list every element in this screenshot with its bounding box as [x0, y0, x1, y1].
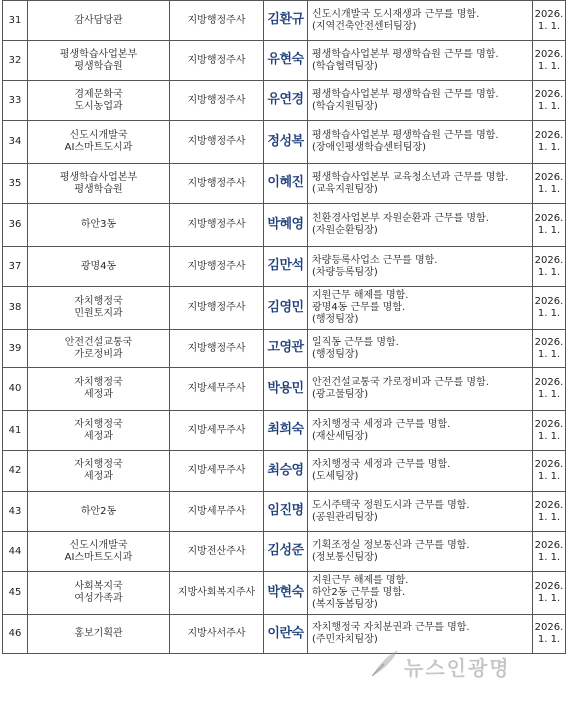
row-number: 34: [3, 121, 28, 164]
row-number: 38: [3, 287, 28, 330]
table-row: [3, 204, 566, 247]
department-line: 자치행정국: [74, 377, 123, 388]
person-name: 임진명: [267, 503, 304, 518]
row-number: 36: [3, 204, 28, 247]
person-name-cell: [264, 204, 308, 247]
assignment-line: 자치행정국 세정과 근무를 명함.: [312, 418, 451, 430]
assignment: [308, 81, 533, 121]
effective-date: 2026. 1. 1.: [533, 532, 566, 572]
department-line: 민원토지과: [74, 308, 123, 319]
person-name-cell: [264, 615, 308, 654]
assignment-line: (차량등록팀장): [312, 266, 378, 278]
assignment-line: (행정팀장): [312, 314, 359, 325]
person-name: 김환규: [267, 12, 304, 27]
assignment-line: 일직동 근무를 명함.: [312, 336, 399, 348]
table-row: [3, 615, 566, 654]
assignment-line: (공원관리팀장): [312, 511, 378, 523]
row-number: 46: [3, 615, 28, 654]
assignment-line: 기획조정실 정보통신과 근무를 명함.: [312, 539, 470, 551]
current-department: [28, 41, 170, 81]
row-number: 35: [3, 164, 28, 204]
table-row: [3, 121, 566, 164]
job-grade: 지방사회복지주사: [170, 572, 264, 615]
department-line: 여성가족과: [74, 593, 123, 604]
job-grade: 지방행정주사: [170, 287, 264, 330]
assignment-line: (학습지원팀장): [312, 100, 378, 112]
row-number: 39: [3, 330, 28, 368]
table-row: [3, 247, 566, 287]
department-line: 자치행정국: [74, 459, 123, 470]
person-name-cell: [264, 330, 308, 368]
department-line: AI스마트도시과: [64, 142, 133, 153]
assignment-line: 광명4동 근무를 명함.: [312, 302, 406, 313]
row-number: 31: [3, 1, 28, 41]
department-line: 세정과: [84, 389, 113, 400]
current-department: [28, 451, 170, 492]
row-number: 41: [3, 411, 28, 451]
person-name: 유현숙: [267, 52, 304, 67]
effective-date: 2026. 1. 1.: [533, 287, 566, 330]
person-name: 유연경: [267, 92, 304, 107]
assignment-line: (정보통신팀장): [312, 551, 378, 563]
assignment: [308, 247, 533, 287]
assignment-line: 평생학습사업본부 교육청소년과 근무를 명함.: [312, 171, 509, 183]
assignment-line: (광고물팀장): [312, 389, 369, 400]
department-line: 평생학습원: [74, 183, 123, 195]
effective-date: 2026. 1. 1.: [533, 572, 566, 615]
assignment-line: (교육지원팀장): [312, 183, 378, 195]
person-name-cell: [264, 247, 308, 287]
assignment-line: (학습협력팀장): [312, 60, 378, 72]
assignment-line: (장애인평생학습센터팀장): [312, 142, 427, 153]
job-grade: 지방행정주사: [170, 81, 264, 121]
effective-date: 2026. 1. 1.: [533, 247, 566, 287]
job-grade: 지방사서주사: [170, 615, 264, 654]
table-row: [3, 368, 566, 411]
person-name: 김만석: [267, 258, 304, 273]
current-department: [28, 81, 170, 121]
assignment: [308, 287, 533, 330]
assignment: [308, 572, 533, 615]
department-line: 사회복지국: [74, 581, 123, 592]
row-number: 33: [3, 81, 28, 121]
assignment: [308, 41, 533, 81]
department-line: 평생학습사업본부: [59, 171, 138, 183]
assignment-line: (재산세팀장): [312, 430, 369, 442]
job-grade: 지방행정주사: [170, 1, 264, 41]
department-line: 가로정비과: [74, 348, 123, 360]
row-number: 40: [3, 368, 28, 411]
assignment-line: 자치행정국 세정과 근무를 명함.: [312, 459, 451, 470]
assignment-line: 신도시개발국 도시재생과 근무를 명함.: [312, 8, 480, 20]
department-line: 세정과: [84, 430, 113, 442]
assignment-line: 평생학습사업본부 평생학습원 근무를 명함.: [312, 88, 499, 100]
current-department: [28, 121, 170, 164]
department-line: 평생학습원: [74, 60, 123, 72]
current-department: [28, 615, 170, 654]
job-grade: 지방행정주사: [170, 121, 264, 164]
assignment-line: 차량등록사업소 근무를 명함.: [312, 254, 438, 266]
person-name: 박현숙: [267, 584, 304, 600]
assignment-line: (복지동봄팀장): [312, 599, 378, 610]
job-grade: 지방세무주사: [170, 368, 264, 411]
effective-date: 2026. 1. 1.: [533, 41, 566, 81]
person-name: 최희숙: [267, 422, 304, 437]
watermark-text: 뉴스인광명: [404, 656, 511, 680]
job-grade: 지방전산주사: [170, 532, 264, 572]
job-grade: 지방행정주사: [170, 204, 264, 247]
table-row: [3, 492, 566, 532]
person-name-cell: [264, 492, 308, 532]
department-line: 하안2동: [80, 505, 117, 517]
effective-date: 2026. 1. 1.: [533, 411, 566, 451]
department-line: 도시농업과: [74, 100, 123, 112]
assignment-line: 평생학습사업본부 평생학습원 근무를 명함.: [312, 130, 499, 141]
person-name-cell: [264, 532, 308, 572]
person-name-cell: [264, 81, 308, 121]
assignment: [308, 330, 533, 368]
person-name: 최승영: [267, 462, 304, 478]
current-department: [28, 330, 170, 368]
current-department: [28, 368, 170, 411]
person-name: 이혜진: [267, 175, 304, 190]
effective-date: 2026. 1. 1.: [533, 330, 566, 368]
assignment: [308, 615, 533, 654]
department-line: 신도시개발국: [69, 539, 128, 551]
job-grade: 지방행정주사: [170, 330, 264, 368]
personnel-table-body: [3, 1, 566, 654]
department-line: 신도시개발국: [69, 130, 128, 141]
job-grade: 지방세무주사: [170, 492, 264, 532]
job-grade: 지방행정주사: [170, 164, 264, 204]
person-name-cell: [264, 411, 308, 451]
department-line: 세정과: [84, 471, 113, 482]
department-line: 경제문화국: [74, 88, 123, 100]
effective-date: 2026. 1. 1.: [533, 451, 566, 492]
effective-date: 2026. 1. 1.: [533, 615, 566, 654]
row-number: 42: [3, 451, 28, 492]
row-number: 43: [3, 492, 28, 532]
person-name-cell: [264, 287, 308, 330]
department-line: 광명4동: [80, 260, 117, 272]
assignment-line: 평생학습사업본부 평생학습원 근무를 명함.: [312, 48, 499, 60]
assignment-line: (지역건축안전센터팀장): [312, 20, 417, 32]
department-line: 감사담당관: [74, 14, 123, 26]
department-line: 하안3동: [80, 219, 117, 230]
person-name-cell: [264, 572, 308, 615]
assignment: [308, 492, 533, 532]
person-name: 김성준: [267, 543, 304, 558]
effective-date: 2026. 1. 1.: [533, 368, 566, 411]
person-name-cell: [264, 121, 308, 164]
effective-date: 2026. 1. 1.: [533, 81, 566, 121]
job-grade: 지방세무주사: [170, 411, 264, 451]
assignment-line: (자원순환팀장): [312, 225, 378, 236]
assignment: [308, 411, 533, 451]
person-name: 박혜영: [267, 216, 304, 232]
job-grade: 지방세무주사: [170, 451, 264, 492]
person-name-cell: [264, 41, 308, 81]
assignment: [308, 1, 533, 41]
assignment: [308, 121, 533, 164]
effective-date: 2026. 1. 1.: [533, 121, 566, 164]
person-name: 고영관: [267, 340, 304, 355]
assignment: [308, 368, 533, 411]
effective-date: 2026. 1. 1.: [533, 204, 566, 247]
table-row: [3, 451, 566, 492]
current-department: [28, 1, 170, 41]
current-department: [28, 492, 170, 532]
current-department: [28, 532, 170, 572]
person-name: 김영민: [267, 299, 304, 315]
department-line: 평생학습사업본부: [59, 48, 138, 60]
effective-date: 2026. 1. 1.: [533, 164, 566, 204]
person-name: 정성복: [267, 133, 304, 149]
assignment: [308, 451, 533, 492]
job-grade: 지방행정주사: [170, 41, 264, 81]
person-name: 박용민: [267, 380, 304, 396]
person-name-cell: [264, 164, 308, 204]
department-line: 자치행정국: [74, 418, 123, 430]
row-number: 44: [3, 532, 28, 572]
assignment-line: (도세팀장): [312, 471, 359, 482]
current-department: [28, 247, 170, 287]
job-grade: 지방행정주사: [170, 247, 264, 287]
assignment-line: 지원근무 해제를 명함.: [312, 290, 409, 301]
row-number: 45: [3, 572, 28, 615]
assignment-line: 자치행정국 자치분권과 근무를 명함.: [312, 622, 470, 633]
department-line: 안전건설교통국: [64, 336, 133, 348]
table-row: [3, 572, 566, 615]
assignment: [308, 532, 533, 572]
table-row: [3, 330, 566, 368]
person-name-cell: [264, 451, 308, 492]
current-department: [28, 204, 170, 247]
assignment-line: 지원근무 해제를 명함.: [312, 575, 409, 586]
assignment-line: (행정팀장): [312, 348, 359, 360]
table-row: [3, 81, 566, 121]
table-row: [3, 164, 566, 204]
effective-date: 2026. 1. 1.: [533, 492, 566, 532]
assignment-line: 안전건설교통국 가로정비과 근무를 명함.: [312, 377, 489, 388]
assignment: [308, 164, 533, 204]
table-row: [3, 287, 566, 330]
current-department: [28, 572, 170, 615]
table-row: [3, 41, 566, 81]
row-number: 37: [3, 247, 28, 287]
assignment: [308, 204, 533, 247]
current-department: [28, 287, 170, 330]
personnel-table: [2, 0, 566, 654]
table-row: [3, 411, 566, 451]
current-department: [28, 411, 170, 451]
assignment-line: (주민자치팀장): [312, 634, 378, 645]
row-number: 32: [3, 41, 28, 81]
department-line: 홍보기획관: [74, 628, 123, 639]
person-name: 이란숙: [267, 625, 304, 641]
assignment-line: 하안2동 근무를 명함.: [312, 587, 406, 598]
department-line: AI스마트도시과: [64, 551, 133, 563]
table-row: [3, 1, 566, 41]
assignment-line: 도시주택국 정원도시과 근무를 명함.: [312, 499, 470, 511]
department-line: 자치행정국: [74, 296, 123, 307]
effective-date: 2026. 1. 1.: [533, 1, 566, 41]
person-name-cell: [264, 1, 308, 41]
table-row: [3, 532, 566, 572]
person-name-cell: [264, 368, 308, 411]
current-department: [28, 164, 170, 204]
assignment-line: 친환경사업본부 자원순환과 근무를 명함.: [312, 213, 489, 224]
